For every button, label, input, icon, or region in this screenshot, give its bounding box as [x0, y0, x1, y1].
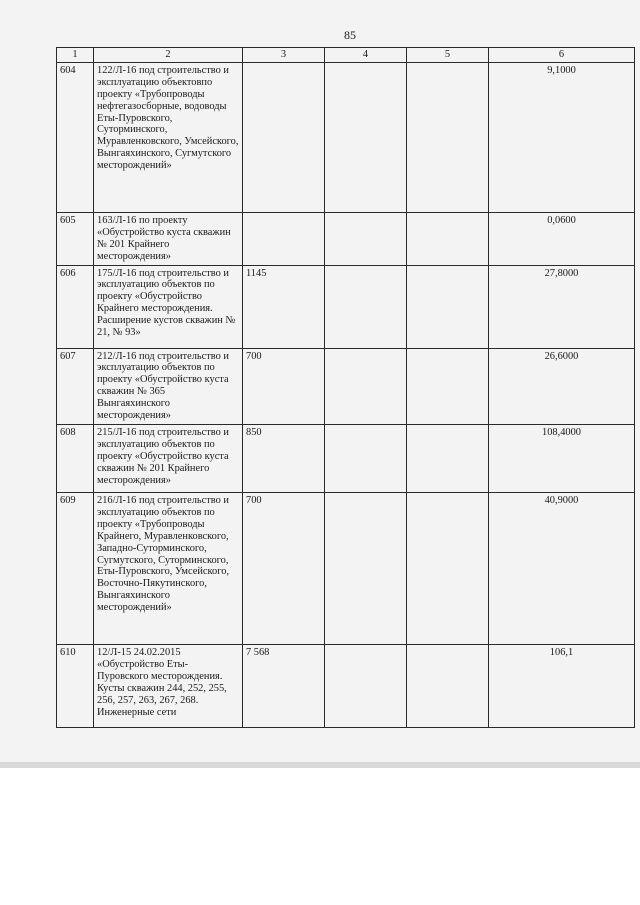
table-row	[57, 492, 635, 644]
row-number: 606	[57, 265, 94, 348]
header-row	[57, 48, 635, 63]
cell-col3	[243, 62, 325, 212]
cell-col4	[325, 348, 407, 424]
table-row	[57, 265, 635, 348]
cell-col5	[407, 265, 489, 348]
cell-col6: 106,1	[489, 644, 635, 727]
cell-col6: 0,0600	[489, 212, 635, 265]
cell-col6: 26,6000	[489, 348, 635, 424]
row-number: 605	[57, 212, 94, 265]
cell-col6: 40,9000	[489, 492, 635, 644]
column-header-1: 1	[57, 48, 94, 63]
cell-col5	[407, 492, 489, 644]
row-description: 12/Л-15 24.02.2015 «Обустройство Еты-Пуровского месторождения. Кусты скважин 244, 252, 255, 256, 257, 263, 267, 268. Инженерные сети	[94, 644, 243, 727]
row-number: 604	[57, 62, 94, 212]
table-row	[57, 348, 635, 424]
cell-col4	[325, 492, 407, 644]
cell-col4	[325, 424, 407, 492]
cell-col4	[325, 265, 407, 348]
cell-col3: 7 568	[243, 644, 325, 727]
registry-table	[56, 47, 635, 728]
table-row	[57, 424, 635, 492]
cell-col3: 1145	[243, 265, 325, 348]
column-header-2: 2	[94, 48, 243, 63]
cell-col6: 27,8000	[489, 265, 635, 348]
column-header-5: 5	[407, 48, 489, 63]
cell-col5	[407, 212, 489, 265]
cell-col4	[325, 62, 407, 212]
cell-col3: 700	[243, 348, 325, 424]
row-description: 212/Л-16 под строительство и эксплуатацию объектов по проекту «Обустройство куста скважин № 365 Вынгаяхинского месторождения»	[94, 348, 243, 424]
table-row	[57, 644, 635, 727]
row-description: 216/Л-16 под строительство и эксплуатацию объектов по проекту «Трубопроводы Крайнего, Муравленковского, Западно-Суторминского, Сугмутского, Суторминского, Еты-Пуровского, Умсейского, Восточно-Пякутинского, Вынгаяхинского месторождений»	[94, 492, 243, 644]
row-description: 215/Л-16 под строительство и эксплуатацию объектов по проекту «Обустройство куста скважин № 201 Крайнего месторождения»	[94, 424, 243, 492]
row-number: 607	[57, 348, 94, 424]
row-number: 609	[57, 492, 94, 644]
row-description: 175/Л-16 под строительство и эксплуатацию объектов по проекту «Обустройство Крайнего месторождения. Расширение кустов скважин № 21, № 93»	[94, 265, 243, 348]
column-header-6: 6	[489, 48, 635, 63]
cell-col3	[243, 212, 325, 265]
cell-col4	[325, 212, 407, 265]
table-row	[57, 212, 635, 265]
cell-col5	[407, 424, 489, 492]
cell-col6: 108,4000	[489, 424, 635, 492]
table-row	[57, 62, 635, 212]
cell-col5	[407, 644, 489, 727]
cell-col3: 700	[243, 492, 325, 644]
row-number: 608	[57, 424, 94, 492]
scan-bottom-edge	[0, 762, 640, 768]
page-number: 85	[344, 28, 356, 42]
cell-col6: 9,1000	[489, 62, 635, 212]
row-description: 122/Л-16 под строительство и эксплуатацию объектовпо проекту «Трубопроводы нефтегазосборные, водоводы Еты-Пуровского, Суторминского, Муравленковского, Умсейского, Вынгаяхинского, Сугмутского месторождений»	[94, 62, 243, 212]
column-header-4: 4	[325, 48, 407, 63]
cell-col5	[407, 348, 489, 424]
row-description: 163/Л-16 по проекту «Обустройство куста скважин № 201 Крайнего месторождения»	[94, 212, 243, 265]
cell-col3: 850	[243, 424, 325, 492]
cell-col4	[325, 644, 407, 727]
cell-col5	[407, 62, 489, 212]
row-number: 610	[57, 644, 94, 727]
column-header-3: 3	[243, 48, 325, 63]
